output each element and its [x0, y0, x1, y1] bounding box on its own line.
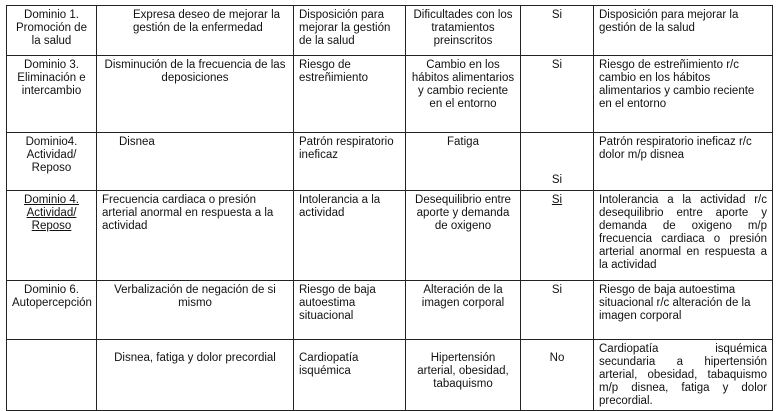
- domain-cell: Dominio 4. Actividad/ Reposo: [7, 191, 97, 281]
- priority-cell: Si: [521, 281, 594, 340]
- label-cell: Cardiopatía isquémica: [294, 340, 406, 411]
- table-row: [7, 133, 773, 191]
- diagnosis-cell: Patrón respiratorio ineficaz r/c dolor m/p disnea: [594, 133, 773, 191]
- table-row: [7, 340, 773, 411]
- label-cell: Riesgo de baja autoestima situacional: [294, 281, 406, 340]
- diagnosis-cell: Riesgo de estreñimiento r/c cambio en los hábitos alimentarios y cambio reciente en el entorno: [594, 56, 773, 133]
- table-row: [7, 6, 773, 56]
- diagnosis-cell: Cardiopatía isquémica secundaria a hipertensión arterial, obesidad, tabaquismo m/p disnea, fatiga y dolor precordial.: [594, 340, 773, 411]
- domain-cell: Dominio 6. Autopercepción: [7, 281, 97, 340]
- table-row: [7, 191, 773, 281]
- characteristic-cell: Frecuencia cardiaca o presión arterial anormal en respuesta a la actividad: [97, 191, 294, 281]
- domain-cell: Dominio4. Actividad/ Reposo: [7, 133, 97, 191]
- table-row: [7, 281, 773, 340]
- domain-cell: Dominio 3. Eliminación e intercambio: [7, 56, 97, 133]
- related-factor-cell: Cambio en los hábitos alimentarios y cambio reciente en el entorno: [406, 56, 521, 133]
- characteristic-cell: Verbalización de negación de si mismo: [97, 281, 294, 340]
- label-cell: Disposición para mejorar la gestión de la salud: [294, 6, 406, 56]
- characteristic-cell: Expresa deseo de mejorar la gestión de la enfermedad: [97, 6, 294, 56]
- related-factor-cell: Alteración de la imagen corporal: [406, 281, 521, 340]
- domain-cell: Dominio 1. Promoción de la salud: [7, 6, 97, 56]
- related-factor-cell: Dificultades con los tratamientos preinscritos: [406, 6, 521, 56]
- label-cell: Intolerancia a la actividad: [294, 191, 406, 281]
- table-row: [7, 56, 773, 133]
- priority-cell: No: [521, 340, 594, 411]
- domain-cell: [7, 340, 97, 411]
- related-factor-cell: Desequilibrio entre aporte y demanda de oxigeno: [406, 191, 521, 281]
- label-cell: Riesgo de estreñimiento: [294, 56, 406, 133]
- nursing-diagnosis-table: [6, 5, 773, 411]
- priority-cell: Si: [521, 6, 594, 56]
- characteristic-cell: Disminución de la frecuencia de las deposiciones: [97, 56, 294, 133]
- label-cell: Patrón respiratorio ineficaz: [294, 133, 406, 191]
- related-factor-cell: Hipertensión arterial, obesidad, tabaquismo: [406, 340, 521, 411]
- diagnosis-cell: Disposición para mejorar la gestión de la salud: [594, 6, 773, 56]
- priority-cell: Si: [521, 133, 594, 191]
- diagnosis-cell: Riesgo de baja autoestima situacional r/c alteración de la imagen corporal: [594, 281, 773, 340]
- priority-cell: Si: [521, 56, 594, 133]
- priority-cell: Si: [521, 191, 594, 281]
- characteristic-cell: Disnea: [97, 133, 294, 191]
- characteristic-cell: Disnea, fatiga y dolor precordial: [97, 340, 294, 411]
- related-factor-cell: Fatiga: [406, 133, 521, 191]
- diagnosis-cell: Intolerancia a la actividad r/c desequilibrio entre aporte y demanda de oxigeno m/p frecuencia cardiaca o presión arterial anormal en respuesta a la actividad: [594, 191, 773, 281]
